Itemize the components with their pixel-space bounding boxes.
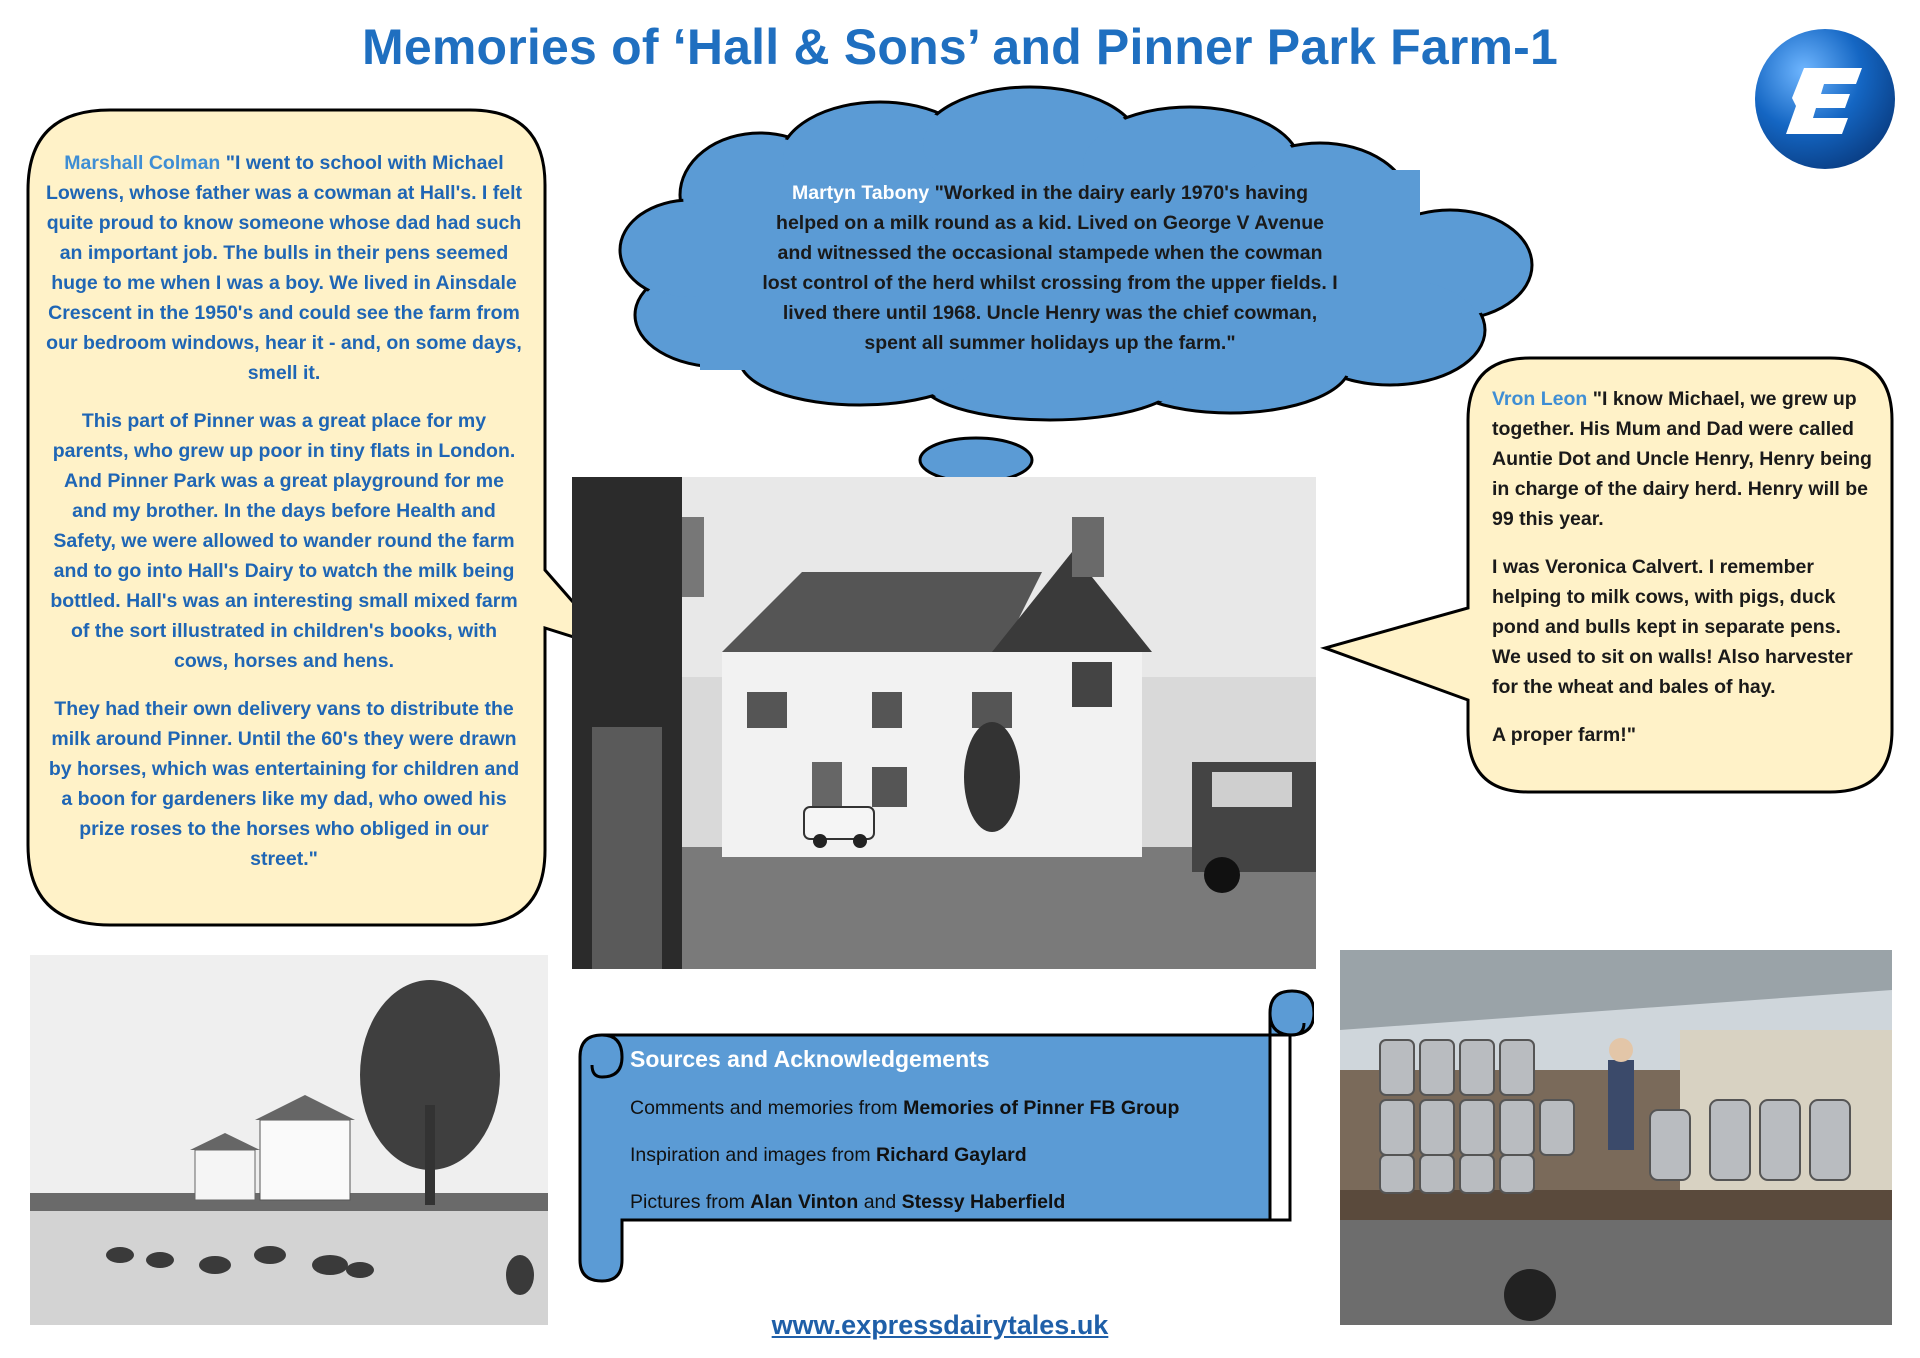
marshall-quote-part3: They had their own delivery vans to distribute the milk around Pinner. Until the 60's they were drawn by horses, which was entertaining for children and a boon for gardeners like my dad, who owed his prize roses to the horses who obliged in our street." [48,698,520,870]
sources-line-3-bold-2: Stessy Haberfield [901,1191,1066,1213]
martyn-quote-text: "Worked in the dairy early 1970's having helped on a milk round as a kid. Lived on George V Avenue and witnessed the occasional stampede when the cowman lost control of the herd whilst crossing from the upper fields. I lived there until 1968. Uncle Henry was the chief cowman, spent all summer holidays up the farm." [762,182,1338,354]
sources-line-2 [630,1140,1270,1170]
vron-quote-part1: "I know Michael, we grew up together. His Mum and Dad were called Auntie Dot and Uncle Henry, Henry being in charge of the dairy herd. Henry will be 99 this year. [1492,388,1872,530]
martyn-quote [760,178,1340,358]
sources-line-1-bold: Memories of Pinner FB Group [903,1097,1180,1119]
vron-quote-part3: A proper farm!" [1492,724,1636,746]
page-title: Memories of ‘Hall & Sons’ and Pinner Park Farm-1 [361,19,1559,75]
martyn-speaker-name: Martyn Tabony [792,182,930,204]
sources-line-3-prefix: Pictures from [630,1191,745,1213]
sources-line-3 [630,1187,1270,1217]
vron-speaker-name: Vron Leon [1492,388,1588,410]
vron-quote [1492,384,1872,768]
vron-quote-part2: I was Veronica Calvert. I remember helping to milk cows, with pigs, duck pond and bulls kept in separate pens. We used to sit on walls! Also harvester for the wheat and bales of hay. [1492,556,1853,698]
marshall-speaker-name: Marshall Colman [64,152,221,174]
sources-line-3-and: and [863,1191,897,1213]
sources-acknowledgements [630,1046,1270,1234]
marshall-quote-part2: This part of Pinner was a great place for my parents, who grew up poor in tiny flats in London. And Pinner Park was a great playground for me and my brother. In the days before Health and Safety, we were allowed to wander round the farm and to go into Hall's Dairy to watch the milk being bottled. Hall's was an interesting small mixed farm of the sort illustrated in children's books, with cows, horses and hens. [50,410,518,672]
sources-heading: Sources and Acknowledgements [630,1046,990,1072]
sources-line-1 [630,1093,1270,1123]
sources-line-2-bold: Richard Gaylard [876,1144,1027,1166]
milk-churns-photo [1340,950,1892,1325]
farmhouse-photo [572,477,1316,969]
marshall-quote [44,148,524,892]
field-with-cows-photo [30,955,548,1325]
sources-line-2-prefix: Inspiration and images from [630,1144,871,1166]
website-link[interactable]: www.expressdairytales.uk [771,1310,1109,1340]
marshall-quote-part1: "I went to school with Michael Lowens, whose father was a cowman at Hall's. I felt quite proud to know someone whose dad had such an important job. The bulls in their pens seemed huge to me when I was a boy. We lived in Ainsdale Crescent in the 1950's and could see the farm from our bedroom windows, hear it - and, on some days, smell it. [45,152,523,384]
sources-line-3-bold-1: Alan Vinton [750,1191,859,1213]
sources-line-1-prefix: Comments and memories from [630,1097,898,1119]
